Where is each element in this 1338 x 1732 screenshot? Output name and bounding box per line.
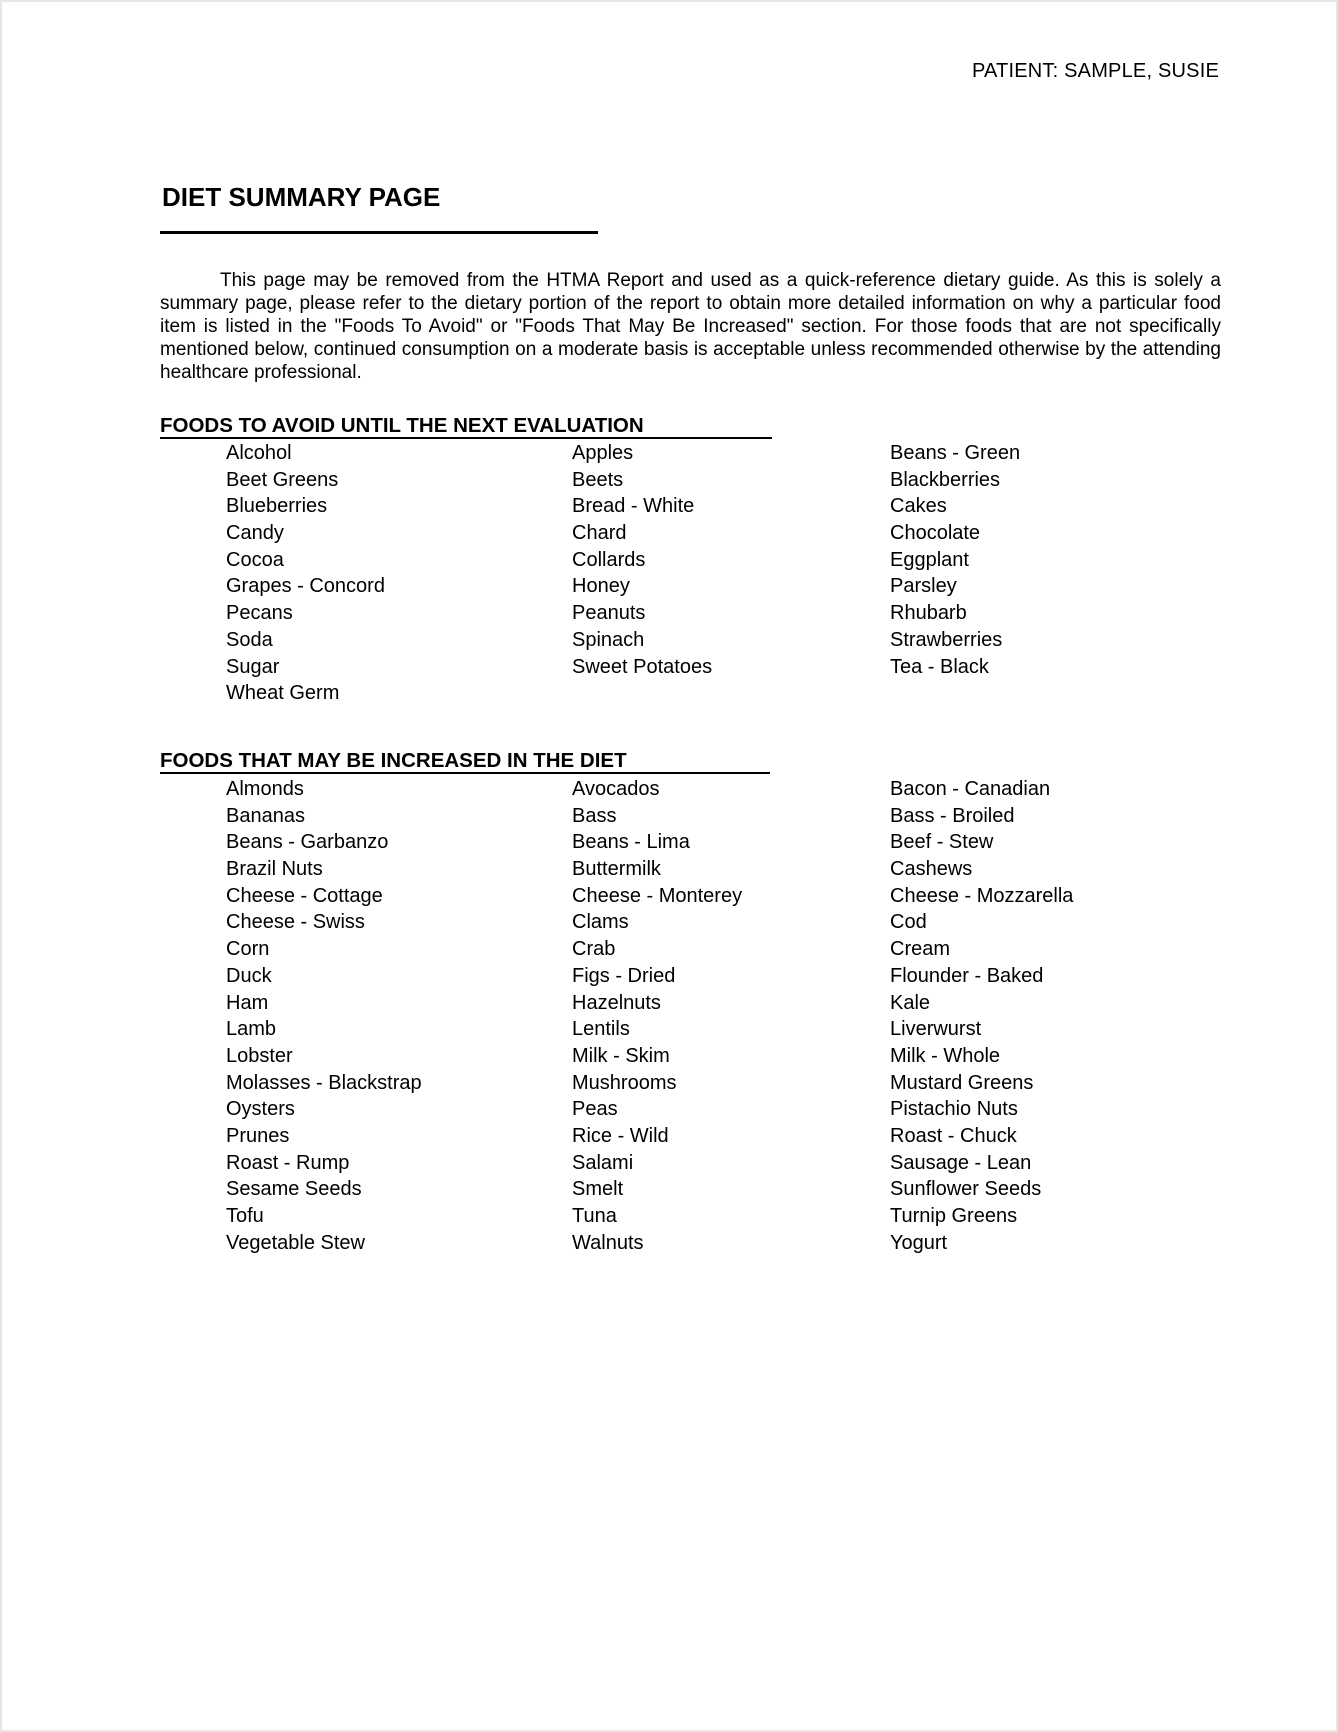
food-item: Lamb xyxy=(226,1018,277,1041)
food-item: Beans - Lima xyxy=(572,831,690,854)
food-item: Sugar xyxy=(226,655,280,678)
food-item: Clams xyxy=(572,911,629,934)
food-item: Roast - Chuck xyxy=(890,1124,1017,1147)
food-item: Salami xyxy=(572,1151,634,1174)
foods-to-increase-heading: FOODS THAT MAY BE INCREASED IN THE DIET xyxy=(160,749,770,774)
food-item: Oysters xyxy=(226,1098,295,1121)
food-item: Pistachio Nuts xyxy=(890,1098,1018,1121)
food-item: Beet Greens xyxy=(226,468,339,491)
food-item: Soda xyxy=(226,628,273,651)
food-item: Bananas xyxy=(226,804,305,827)
food-item: Smelt xyxy=(572,1178,624,1201)
food-item: Milk - Whole xyxy=(890,1044,1001,1067)
title-underline xyxy=(160,231,598,234)
patient-name: PATIENT: SAMPLE, SUSIE xyxy=(971,60,1219,82)
food-item: Mustard Greens xyxy=(890,1071,1034,1094)
food-item: Tofu xyxy=(226,1205,264,1227)
food-item: Crab xyxy=(572,938,616,961)
food-item: Blackberries xyxy=(890,468,1001,491)
food-item: Bread - White xyxy=(572,495,695,518)
food-item: Avocados xyxy=(572,778,660,800)
food-item: Strawberries xyxy=(890,628,1003,651)
intro-text: This page may be removed from the HTMA Report and used as a quick-reference dietary guide. As this is solely a summary page, please refer to the dietary portion of the report to obtain more detailed information on why a particular food item is listed in the "Foods To Avoid" or "Foods That May Be Increased" section. For those foods that are not specifically mentioned below, continued consumption on a moderate basis is acceptable unless recommended otherwise by the attending healthcare professional. xyxy=(160,270,1221,383)
food-item: Chard xyxy=(572,522,627,545)
food-item: Peas xyxy=(572,1098,618,1121)
food-item: Sesame Seeds xyxy=(226,1178,362,1201)
food-item: Lentils xyxy=(572,1018,630,1041)
food-item: Lobster xyxy=(226,1044,293,1067)
food-item: Turnip Greens xyxy=(890,1205,1018,1227)
food-item: Beans - Garbanzo xyxy=(226,831,389,854)
food-item: Chocolate xyxy=(890,522,981,545)
food-item: Roast - Rump xyxy=(226,1151,350,1174)
food-item: Cheese - Monterey xyxy=(572,884,743,907)
page-title: DIET SUMMARY PAGE xyxy=(162,182,441,212)
foods-to-increase-list xyxy=(226,776,1190,1256)
food-item: Grapes - Concord xyxy=(226,575,385,598)
food-item: Kale xyxy=(890,991,931,1014)
food-item: Vegetable Stew xyxy=(226,1231,365,1254)
food-item: Bacon - Canadian xyxy=(890,778,1051,800)
food-item: Cakes xyxy=(890,495,947,518)
food-item: Apples xyxy=(572,442,634,464)
food-item: Wheat Germ xyxy=(226,682,340,705)
food-item: Molasses - Blackstrap xyxy=(226,1071,422,1094)
food-item: Cheese - Mozzarella xyxy=(890,884,1074,907)
food-item: Beans - Green xyxy=(890,442,1021,464)
food-item: Liverwurst xyxy=(890,1018,982,1041)
food-item: Blueberries xyxy=(226,495,328,518)
food-item: Corn xyxy=(226,938,270,961)
food-item: Tuna xyxy=(572,1205,617,1227)
food-item: Mushrooms xyxy=(572,1071,677,1094)
food-item: Ham xyxy=(226,991,269,1014)
intro-paragraph xyxy=(160,269,1221,384)
food-item: Buttermilk xyxy=(572,858,661,881)
food-item: Beef - Stew xyxy=(890,831,994,854)
food-item: Collards xyxy=(572,548,646,571)
foods-to-avoid-heading: FOODS TO AVOID UNTIL THE NEXT EVALUATION xyxy=(160,414,772,439)
food-item: Spinach xyxy=(572,628,645,651)
food-item: Yogurt xyxy=(890,1231,948,1254)
food-item: Beets xyxy=(572,468,624,491)
food-item: Candy xyxy=(226,522,284,545)
food-item: Flounder - Baked xyxy=(890,964,1044,987)
food-item: Duck xyxy=(226,964,272,987)
food-item: Cheese - Cottage xyxy=(226,884,383,907)
food-item: Eggplant xyxy=(890,548,969,571)
food-item: Rice - Wild xyxy=(572,1124,669,1147)
food-item: Honey xyxy=(572,575,630,598)
food-item: Tea - Black xyxy=(890,655,989,678)
food-item: Peanuts xyxy=(572,602,646,625)
food-item: Parsley xyxy=(890,575,957,598)
food-item: Bass - Broiled xyxy=(890,804,1015,827)
food-item: Sausage - Lean xyxy=(890,1151,1032,1174)
food-item: Cheese - Swiss xyxy=(226,911,365,934)
food-item: Rhubarb xyxy=(890,602,967,625)
food-item: Sunflower Seeds xyxy=(890,1178,1042,1201)
foods-to-avoid-list xyxy=(226,440,1190,707)
food-item: Cashews xyxy=(890,858,973,881)
food-item: Hazelnuts xyxy=(572,991,661,1014)
food-item: Cod xyxy=(890,911,927,934)
food-item: Alcohol xyxy=(226,442,292,464)
food-item: Milk - Skim xyxy=(572,1044,670,1067)
food-item: Bass xyxy=(572,804,617,827)
food-item: Almonds xyxy=(226,778,304,800)
food-item: Cream xyxy=(890,938,951,961)
food-item: Pecans xyxy=(226,602,293,625)
food-item: Cocoa xyxy=(226,548,284,571)
food-item: Figs - Dried xyxy=(572,964,676,987)
food-item: Brazil Nuts xyxy=(226,858,323,881)
food-item: Sweet Potatoes xyxy=(572,655,713,678)
food-item: Prunes xyxy=(226,1124,290,1147)
food-item: Walnuts xyxy=(572,1231,644,1254)
